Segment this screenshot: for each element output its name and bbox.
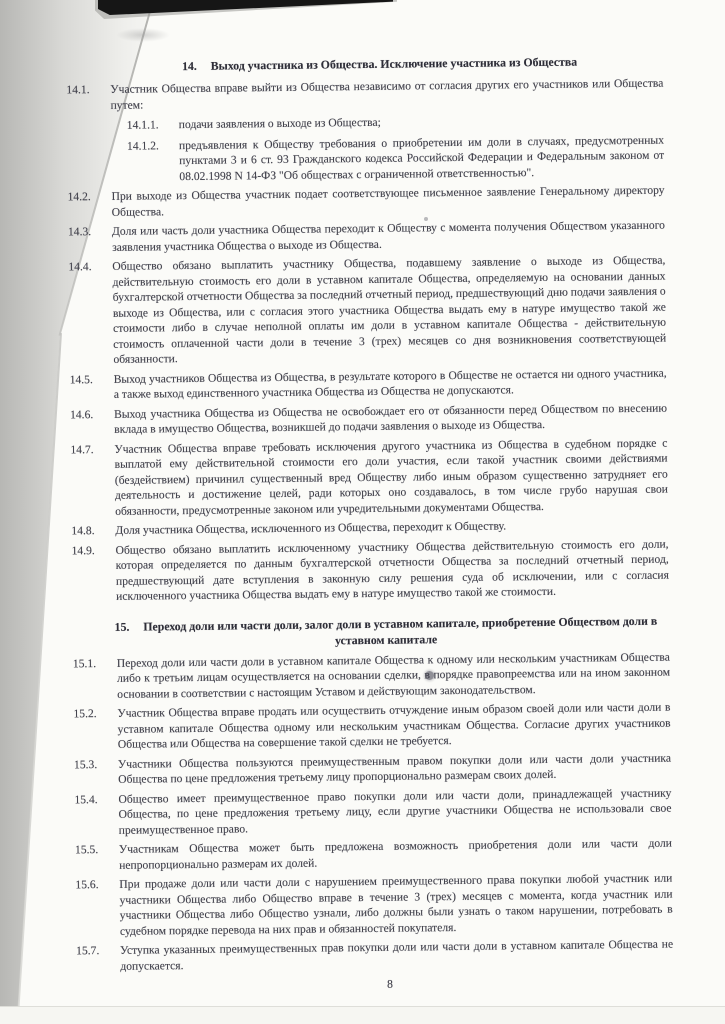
clause-number: 14.1. (66, 83, 90, 97)
page-content (66, 53, 674, 996)
section-15 (72, 612, 673, 974)
clause (72, 536, 670, 605)
section-15-heading (72, 612, 669, 651)
clause (67, 183, 664, 221)
clause-text: Общество имеет преимущественное право покупки доли или части доли, принадлежащей участнику Общества, по цене предложения третьему лицу, если другие участники Общества не использовали свое преимущественное право. (118, 786, 672, 837)
clause-text: Участник Общества вправе продать или осуществить отчуждение иным образом своей доли или части доли в уставном капитале Общества одному или нескольким участникам Общества. Согласие других участников Общества или Общества на совершение такой сделки не требуется. (117, 700, 671, 751)
section-14-number: 14. (181, 58, 197, 74)
clause-number: 14.6. (69, 407, 94, 421)
clause-number: 14.5. (69, 372, 93, 386)
clause-text: Участники Общества пользуются преимущественным правом покупки доли или части доли участника Общества по цене предложения третьему лицу пропорционально размерам своих долей. (117, 751, 672, 786)
clause-text: Выход участников Общества из Общества, в результате которого в Обществе не остается ни одного участника, а также выход единственного участника Общества из Общества не допускаются. (113, 366, 667, 401)
scan-smudge (116, 28, 170, 42)
section-14 (66, 53, 669, 605)
clause-number: 14.3. (67, 225, 92, 239)
section-15-clauses (73, 649, 674, 974)
clause (74, 750, 671, 788)
clause (74, 785, 671, 838)
section-14-title: Выход участника из Общества. Исключение участника из Общества (210, 54, 578, 73)
clause-text: Выход участника Общества из Общества не освобождает его от обязанности перед Обществом по внесению вклада в имущество Общества, возникшей до подачи заявления о выходе из Общества. (113, 401, 668, 436)
clause-text: При выходе из Общества участник подает соответствующее письменное заявление Генеральному директору Общества. (111, 183, 665, 219)
scan-top-edge (98, 0, 393, 15)
clause-text: Участник Общества вправе требовать исключения другого участника из Общества в судебном порядке с выплатой ему действительной стоимости его доли участия, если такой участник своими действиями (бездействием) причинил существенный вред Обществу либо иным образом существенно затрудняет его деятельность и достижение целей, ради которых оно создавалось, в том числе грубо нарушая свои обязанности, предусмотренные законом или учредительными документами Общества. (114, 436, 669, 518)
clause-number: 15.1. (72, 656, 97, 670)
clause-number: 15.3. (73, 757, 98, 771)
clause (70, 400, 667, 438)
clause-number: 15.7. (76, 944, 100, 958)
clause (76, 937, 673, 975)
section-14-clauses (66, 76, 669, 605)
section-15-title: Переход доли или части доли, залог доли в уставном капитале, приобретение Обществом доли в уставном капитале (143, 613, 658, 647)
clause-text: Доля участника Общества, исключенного из Общества, переходит к Обществу. (115, 519, 507, 537)
clause-text: Уступка указанных преимущественных прав покупки доли или части доли в уставном капитале Общества не допускается. (120, 937, 674, 973)
clause-text: подачи заявления о выходе из Общества; (178, 115, 381, 132)
clause (66, 76, 663, 114)
clause (75, 871, 673, 940)
clause-number: 14.4. (68, 260, 92, 274)
clause-number: 15.6. (75, 878, 99, 892)
clause-number: 15.4. (74, 792, 98, 806)
page-number: 8 (387, 977, 393, 991)
subclause (127, 112, 664, 134)
section-15-number: 15. (114, 619, 130, 634)
clause-text: предъявления к Обществу требования о приобретении им доли в случаях, предусмотренных пунктами 3 и 6 ст. 93 Гражданского кодекса Российской Федерации и Федеральным законом от 08.02.1998 N 14-ФЗ "Об обществах с ограниченной ответственностью". (178, 133, 665, 183)
clause-number: 14.7. (70, 442, 94, 456)
clause-number: 14.9. (71, 543, 95, 557)
clause (68, 253, 666, 368)
clause-number: 14.1.1. (126, 118, 159, 132)
clause-text: Доля или часть доли участника Общества переходит к Обществу с момента получения Обществом указанного заявления участника Общества о выходе из Общества. (111, 218, 666, 254)
clause-number: 14.2. (67, 190, 91, 204)
clause-text: Переход доли или части доли в уставном капитале Общества к одному или нескольким участникам Общества либо к третьим лицам осуществляется на основании сделки, в порядке правопреемства или на ином законном основании в соответствии с настоящим Уставом и действующим законодательством. (116, 650, 671, 701)
clause-text: При продаже доли или части доли с нарушением преимущественного права покупки любой участник или участники Общества либо Общество вправе в течение 3 (трех) месяцев с момента, когда участник или участники Общества либо Общество узнали, либо должны были узнать о таком нарушении, потребовать в судебном порядке перевода на них прав и обязанностей покупателя. (119, 871, 673, 938)
section-14-heading (66, 53, 663, 76)
clause-number: 15.2. (73, 707, 97, 721)
clause-number: 14.8. (71, 524, 95, 538)
clause-text: Общество обязано выплатить участнику Общества, подавшему заявление о выходе из Общества, действительную стоимость его доли в уставном капитале Общества, определяемую на основании данных бухгалтерской отчетности Общества за последний отчетный период, предшествующий дню подачи заявления о выходе из Общества, или с согласия этого участника Общества выдать ему в натуре имущество такой же стоимости либо в случае неполной оплаты им доли в уставном капитале Общества - действительную стоимость оплаченной части доли в течение 3 (трех) месяцев со дня возникновения соответствующей обязанности. (112, 253, 667, 366)
clause-number: 14.1.2. (126, 138, 159, 153)
clause-text: Участник Общества вправе выйти из Общества независимо от согласия других его участников или Общества путем: (110, 76, 664, 112)
scan-bottom-edge (0, 1006, 725, 1024)
clause-text: Общество обязано выплатить исключенному участнику Общества действительную стоимость его доли, которая определяется по данным бухгалтерской отчетности Общества за последний отчетный период, предшествующий дате вступления в законную силу решения суда об исключении, или с согласия исключенного участника Общества выдать ему в натуре имущество такой же стоимости. (115, 537, 669, 603)
clause (73, 649, 670, 702)
clause (71, 517, 668, 539)
clause (70, 365, 667, 403)
clause-text: Участникам Общества может быть предложена возможность приобретения доли или части доли непропорционально размерам их долей. (118, 836, 673, 872)
clause-number: 15.5. (74, 843, 99, 857)
clause (75, 836, 672, 874)
clause (73, 700, 670, 753)
clause (68, 218, 665, 256)
clause (70, 435, 668, 519)
subclause (127, 132, 664, 185)
